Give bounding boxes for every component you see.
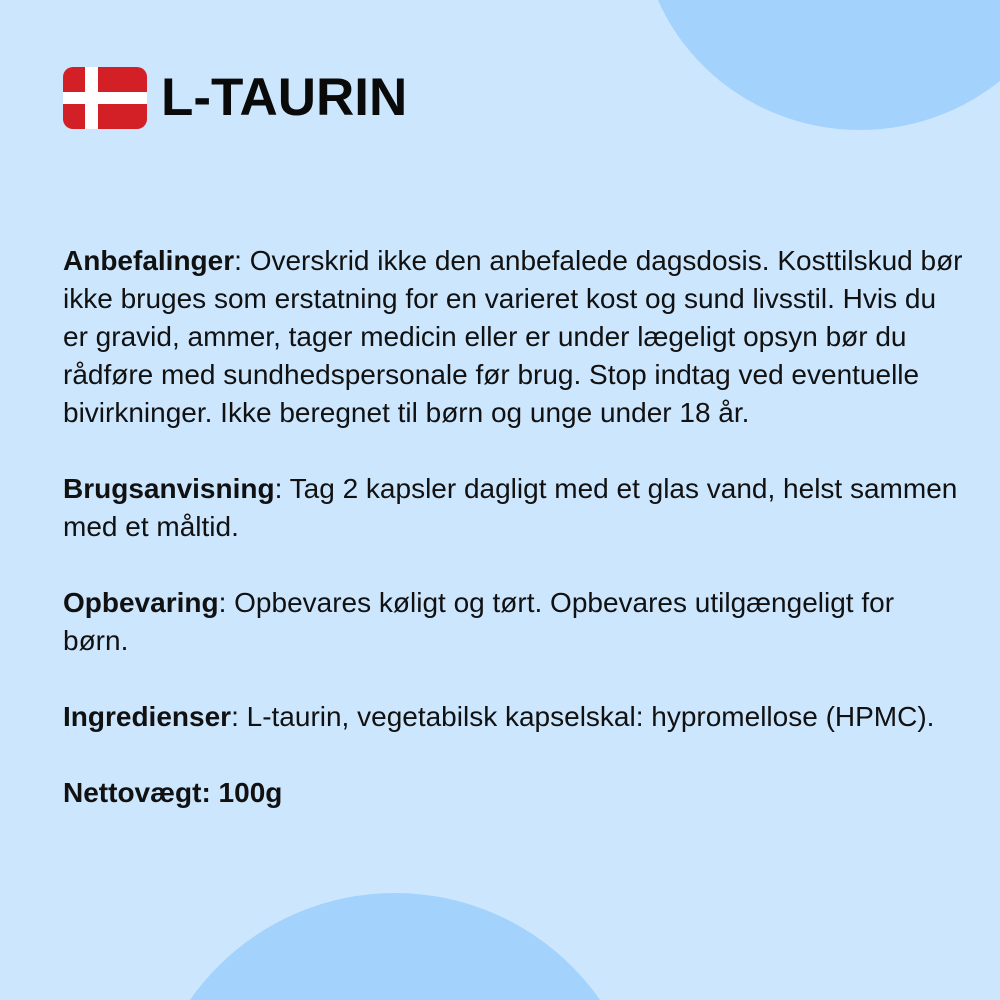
usage-label: Brugsanvisning [63,473,275,504]
flag-cross-horizontal [63,92,147,104]
storage-label: Opbevaring [63,587,219,618]
usage-paragraph [63,470,963,546]
product-title: L-TAURIN [161,68,408,127]
decorative-circle-bottom [145,893,645,1000]
recommendations-label: Anbefalinger [63,245,235,276]
ingredients-paragraph [63,698,963,736]
usage-text: : Tag 2 kapsler dagligt med et glas vand, helst sammen med et måltid. [63,473,958,542]
storage-text: : Opbevares køligt og tørt. Opbevares utilgængeligt for børn. [63,587,895,656]
recommendations-paragraph [63,242,963,432]
storage-paragraph [63,584,963,660]
decorative-circle-top [640,0,1000,130]
net-weight-paragraph [63,774,963,812]
recommendations-text: : Overskrid ikke den anbefalede dagsdosis. Kosttilskud bør ikke bruges som erstatning for en varieret kost og sund livsstil. Hvis du er gravid, ammer, tager medicin eller er under lægeligt opsyn bør du rådføre med sundhedspersonale før brug. Stop indtag ved eventuelle bivirkninger. Ikke beregnet til børn og unge under 18 år. [63,245,963,428]
ingredients-text: : L-taurin, vegetabilsk kapselskal: hypromellose (HPMC). [231,701,935,732]
denmark-flag-icon [63,67,147,129]
ingredients-label: Ingredienser [63,701,232,732]
product-details [63,242,963,850]
net-weight-label: Nettovægt: 100g [63,777,283,808]
header [63,66,407,130]
